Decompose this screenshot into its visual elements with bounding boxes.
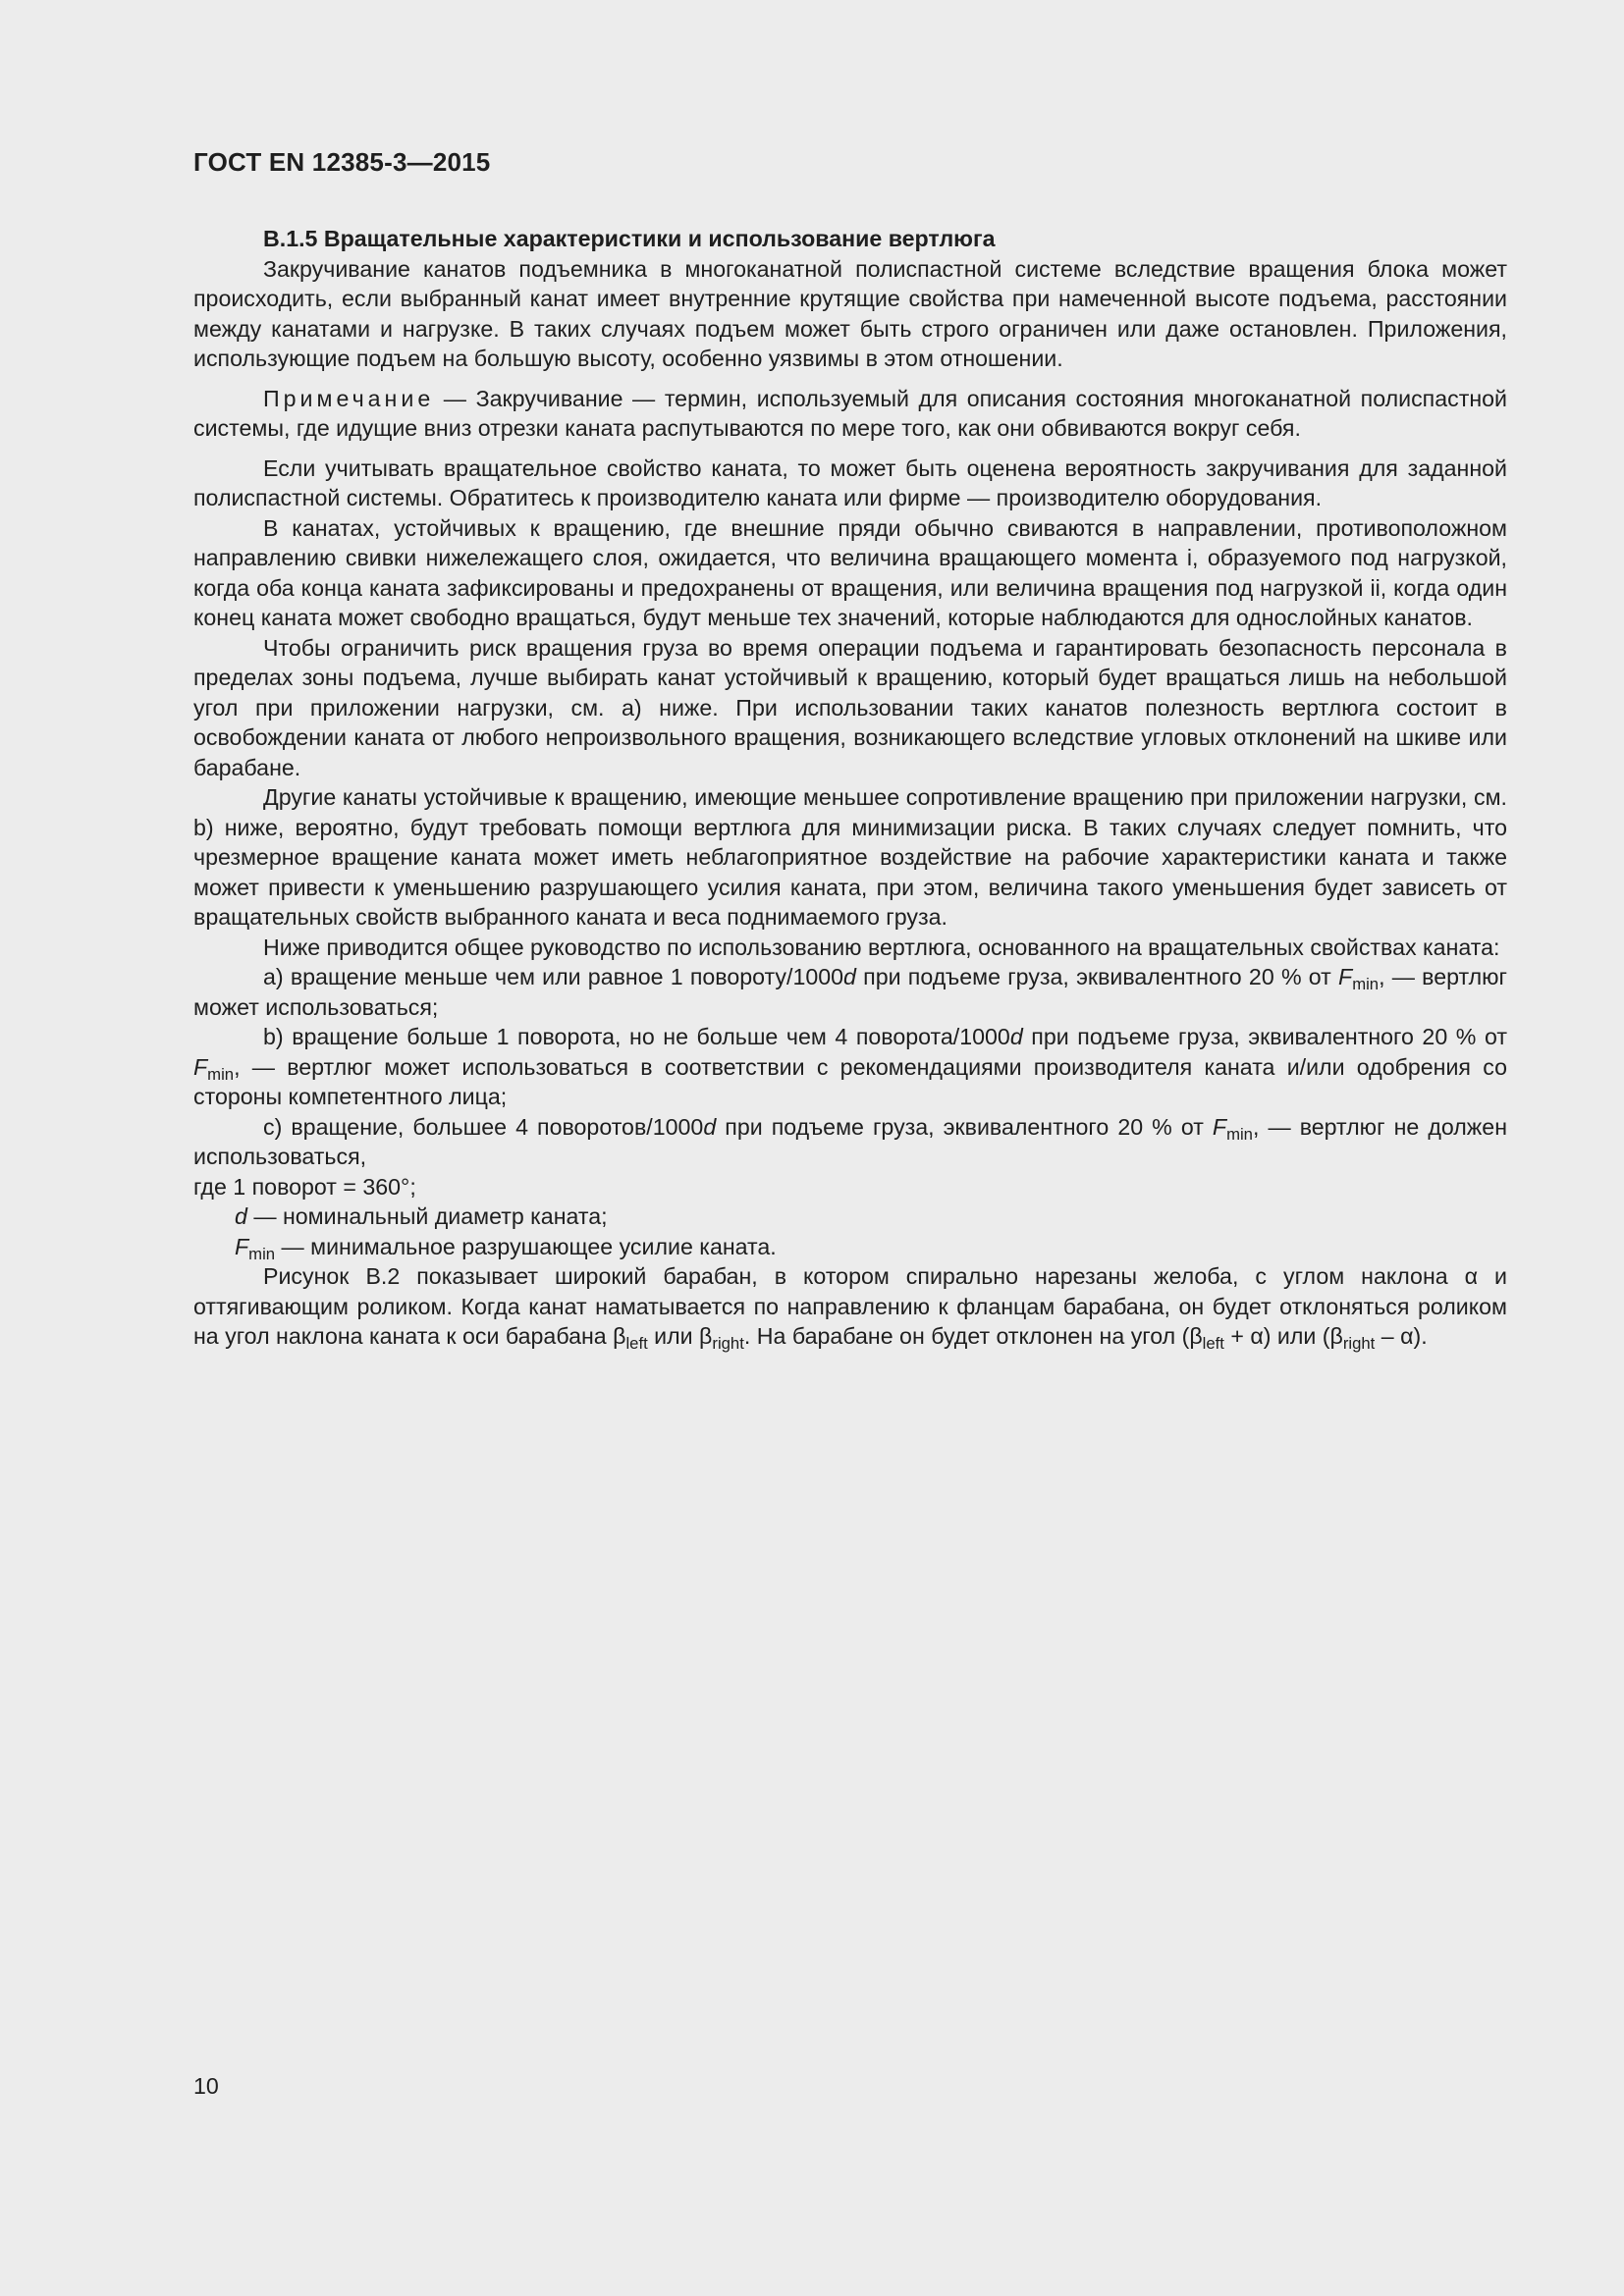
symbol-d: d	[1009, 1024, 1023, 1049]
symbol-d: d	[843, 964, 856, 989]
symbol-f: F	[193, 1053, 208, 1080]
symbol-d: d	[703, 1113, 717, 1140]
subscript-min: min	[248, 1244, 276, 1263]
subscript-min: min	[207, 1064, 235, 1084]
subscript-right: right	[1342, 1334, 1376, 1353]
subscript-min: min	[1226, 1124, 1253, 1144]
symbol-f: F	[235, 1233, 249, 1259]
section-heading: B.1.5 Вращательные характеристики и использование вертлюга	[263, 226, 996, 251]
symbol-f: F	[1338, 964, 1353, 989]
note-paragraph	[193, 384, 1507, 444]
definition-d: d — номинальный диаметр каната;	[235, 1203, 608, 1229]
subscript-left: left	[625, 1334, 648, 1353]
subscript-min: min	[1352, 975, 1380, 993]
paragraph-rotational-property: Если учитывать вращательное свойство каната, то может быть оценена вероятность закручивания для заданной полиспастной системы. Обратитесь к производителю каната или фирме — производителю оборудования.	[193, 454, 1507, 510]
subscript-right: right	[712, 1334, 744, 1353]
document-standard-id: ГОСТ EN 12385-3—2015	[193, 147, 491, 177]
symbol-d: d	[235, 1203, 247, 1229]
note-label: Примечание	[263, 385, 435, 411]
definition-where: где 1 поворот = 360°;	[193, 1173, 416, 1200]
paragraph-guidance-intro: Ниже приводится общее руководство по использованию вертлюга, основанного на вращательных свойствах каната:	[263, 934, 1500, 960]
list-item-a: а) вращение меньше чем или равное 1 повороту/1000d при подъеме груза, эквивалентного 20 % от $F_{min}$, — вертлюг может использоваться;	[193, 964, 1508, 1020]
paragraph-limit-risk: Чтобы ограничить риск вращения груза во время операции подъема и гарантировать безопасность персонала в пределах зоны подъема, лучше выбирать канат устойчивый к вращению, который будет вращаться лишь на небольшой угол при приложении нагрузки, см. а) ниже. При использовании таких канатов полезность вертлюга состоит в освобождении каната от любого непроизвольного вращения, возникающего вследствие угловых отклонений на шкиве или барабане.	[193, 634, 1507, 780]
list-item-c: с) вращение, большее 4 поворотов/1000d при подъеме груза, эквивалентного 20 % от $F_{min}$, — вертлюг не должен использоваться,	[193, 1113, 1507, 1169]
document-body	[193, 224, 1507, 1352]
list-item-b: b) вращение больше 1 поворота, но не больше чем 4 поворота/1000d при подъеме груза, эквивалентного 20 % от $F_{min}$, — вертлюг может использоваться в соответствии с рекомендациями производителя каната и/или одобрения со стороны компетентного лица;	[193, 1024, 1507, 1109]
symbol-f: F	[1212, 1113, 1227, 1140]
note-text: — Закручивание — термин, используемый для описания состояния многоканатной полиспастной системы, где идущие вниз отрезки каната распутываются по мере того, как они обвиваются вокруг себя.	[193, 385, 1507, 441]
paragraph-figure-b2: Рисунок В.2 показывает широкий барабан, в котором спирально нарезаны желоба, с углом наклона α и оттягивающим роликом. Когда канат наматывается по направлению к фланцам барабана, он будет отклоняться роликом на угол наклона каната к оси барабана $\beta_{left}$ или $\beta_{right}$. На барабане он будет отклонен на угол $(\beta_{left} + \alpha)$ или $(\beta_{right} - \alpha)$.	[193, 1263, 1507, 1353]
definition-fmin: $F_{min}$ — минимальное разрушающее усилие каната.	[235, 1233, 777, 1263]
paragraph-other-ropes: Другие канаты устойчивые к вращению, имеющие меньшее сопротивление вращению при приложении нагрузки, см. b) ниже, вероятно, будут требовать помощи вертлюга для минимизации риска. В таких случаях следует помнить, что чрезмерное вращение каната может иметь неблагоприятное воздействие на рабочие характеристики каната и также может привести к уменьшению разрушающего усилия каната, при этом, величина такого уменьшения будет зависеть от вращательных свойств выбранного каната и веса поднимаемого груза.	[193, 784, 1507, 930]
subscript-left: left	[1202, 1334, 1224, 1353]
paragraph-twisting-intro: Закручивание канатов подъемника в многоканатной полиспастной системе вследствие вращения блока может происходить, если выбранный канат имеет внутренние крутящие свойства при намеченной высоте подъема, расстоянии между канатами и нагрузке. В таких случаях подъем может быть строго ограничен или даже остановлен. Приложения, использующие подъем на большую высоту, особенно уязвимы в этом отношении.	[193, 255, 1507, 371]
page-number: 10	[193, 2073, 219, 2099]
paragraph-rotation-resistant-ropes: В канатах, устойчивых к вращению, где внешние пряди обычно свиваются в направлении, противоположном направлению свивки нижележащего слоя, ожидается, что величина вращающего момента i, образуемого под нагрузкой, когда оба конца каната зафиксированы и предохранены от вращения, или величина вращения под нагрузкой ii, когда один конец каната может свободно вращаться, будут меньше тех значений, которые наблюдаются для однослойных канатов.	[193, 514, 1507, 630]
